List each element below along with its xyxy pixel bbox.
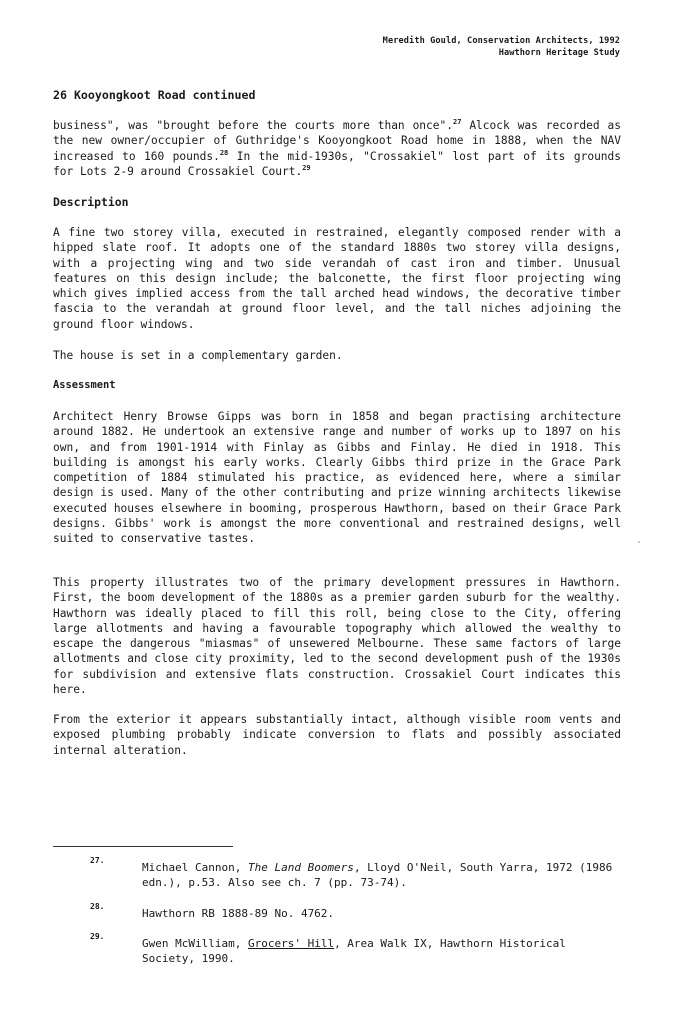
header-study: Hawthorn Heritage Study [498, 48, 620, 58]
scan-speck [638, 541, 640, 543]
footnote-29-title: Grocers' Hill [247, 937, 335, 950]
footnote-28: Hawthorn RB 1888-89 No. 4762. [142, 907, 335, 920]
footnote-ref-29[interactable]: 29 [302, 163, 311, 172]
header-author: Meredith Gould, Conservation Architects, 1992 [382, 36, 620, 46]
description-paragraph-1: A fine two storey villa, executed in restrained, elegantly composed render with a hipped slate roof. It adopts one of the standard 1880s two storey villa designs, with a projecting wing and two side verandah of cast iron and timber. Unusual features on this design include; the balconette, the first floor projecting wing which gives implied access from the tall arched head windows, the decorative timber fascia to the verandah at ground floor level, and the tall niches adjoining the ground floor windows. [53, 226, 621, 331]
assessment-heading: Assessment [53, 379, 116, 391]
intro-paragraph: business", was "brought before the courts more than once".$^{27}$ Alcock was recorded as the new owner/occupier of Guthridge's Kooyongkoot Road home in 1888, when the NAV increased to 160 pounds.$^{28}$ In the mid-1930s, "Crossakiel" lost part of its grounds for Lots 2-9 around Crossakiel Court.$^{29}$ [53, 118, 622, 178]
footnote-divider [53, 846, 233, 847]
assessment-paragraph-1: Architect Henry Browse Gipps was born in 1858 and began practising architecture around 1882. He undertook an extensive range and number of works up to 1897 on his own, and from 1901-1914 with Finlay as Gibbs and Finlay. He died in 1918. This building is amongst his early works. Clearly Gibbs third prize in the Grace Park competition of 1884 stimulated his practice, as evidenced here, where a similar design is used. Many of the other contributing and prize winning architects likewise executed houses elsewhere in booming, prosperous Hawthorn, based on their Grace Park designs. Gibbs' work is amongst the more conventional and restrained designs, well suited to conservative tastes. [53, 410, 621, 546]
assessment-paragraph-3: From the exterior it appears substantially intact, although visible room vents and exposed plumbing probably indicate conversion to flats and possibly associated internal alteration. [53, 713, 621, 757]
description-heading: Description [53, 195, 129, 209]
footnote-number-29: 29. [90, 932, 105, 941]
assessment-paragraph-2: This property illustrates two of the primary development pressures in Hawthorn. First, the boom development of the 1880s as a premier garden suburb for the wealthy. Hawthorn was ideally placed to fill this roll, being close to the City, offering large allotments and having a favourable topography which allowed the wealthy to escape the dangerous "miasmas" of unsewered Melbourne. These same factors of large allotments and close city proximity, led to the second development push of the 1930s for subdivision and extensive flats construction. Crossakiel Court indicates this here. [53, 576, 621, 697]
page-header [383, 35, 620, 59]
footnote-ref-28[interactable]: 28 [219, 148, 229, 157]
footnote-number-28: 28. [90, 902, 105, 911]
description-paragraph-2: The house is set in a complementary garden. [53, 349, 343, 362]
footnote-27: Michael Cannon, The Land Boomers, Lloyd O'Neil, South Yarra, 1972 (1986 edn.), p.53. Also see ch. 7 (pp. 73-74). [142, 861, 613, 890]
footnote-ref-27[interactable]: 27 [452, 118, 462, 126]
footnote-27-title: The Land Boomers [247, 861, 354, 874]
footnote-number-27: 27. [90, 856, 105, 865]
footnote-29: Gwen McWilliam, Grocers' Hill, Area Walk IX, Hawthorn Historical Society, 1990. [142, 937, 566, 966]
section-title: 26 Kooyongkoot Road continued [53, 88, 256, 102]
